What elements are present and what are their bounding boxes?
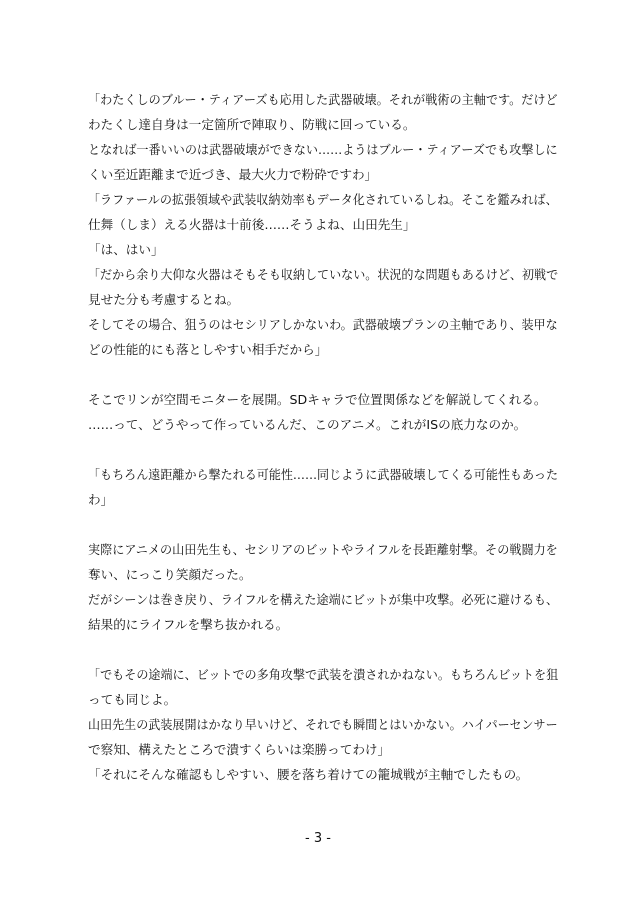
text-line: くい至近距離まで近づき、最大火力で粉砕ですわ」 bbox=[88, 167, 378, 182]
text-line: 「だから余り大仰な火器はそもそも収納していない。状況的な問題もあるけど、初戦で bbox=[88, 267, 559, 282]
text-line: ……って、どうやって作っているんだ、このアニメ。これがISの底力なのか。 bbox=[88, 417, 527, 432]
text-line: っても同じよ。 bbox=[88, 692, 177, 707]
text-line: 「もちろん遠距離から撃たれる可能性……同じように武器破壊してくる可能性もあった bbox=[88, 467, 559, 482]
text-line: どの性能的にも落としやすい相手だから」 bbox=[88, 342, 328, 357]
text-line: だがシーンは巻き戻り、ライフルを構えた途端にビットが集中攻撃。必死に避けるも、 bbox=[88, 592, 559, 607]
text-line: 「わたくしのブルー・ティアーズも応用した武器破壊。それが戦術の主軸です。だけど bbox=[88, 92, 558, 107]
text-line: 実際にアニメの山田先生も、セシリアのビットやライフルを長距離射撃。その戦闘力を bbox=[88, 542, 558, 557]
text-line: 奪い、にっこり笑顔だった。 bbox=[88, 567, 252, 582]
text-line: そしてその場合、狙うのはセシリアしかないわ。武器破壊プランの主軸であり、装甲な bbox=[88, 317, 558, 332]
text-line: 結果的にライフルを撃ち抜かれる。 bbox=[88, 617, 289, 632]
text-line: 山田先生の武装展開はかなり早いけど、それでも瞬間とはいかない。ハイパーセンサー bbox=[88, 717, 558, 732]
text-line: で察知、構えたところで潰すくらいは楽勝ってわけ」 bbox=[88, 742, 391, 757]
text-line: わたくし達自身は一定箇所で陣取り、防戦に回っている。 bbox=[88, 117, 416, 132]
text-line: 「それにそんな確認もしやすい、腰を落ち着けての籠城戦が主軸でしたもの。 bbox=[88, 767, 529, 782]
text-line: となれば一番いいのは武器破壊ができない……ようはブルー・ティアーズでも攻撃しに bbox=[88, 142, 558, 157]
text-line: 仕舞（しま）える火器は十前後……そうよね、山田先生」 bbox=[88, 217, 416, 232]
page-number: - 3 - bbox=[305, 831, 331, 846]
text-line: 「ラファールの拡張領域や武装収納効率もデータ化されているしね。そこを鑑みれば、 bbox=[88, 192, 558, 207]
text-line: わ」 bbox=[88, 492, 114, 507]
text-line: 見せた分も考慮するとね。 bbox=[88, 292, 240, 307]
text-line: そこでリンが空間モニターを展開。SDキャラで位置関係などを解説してくれる。 bbox=[88, 392, 547, 407]
text-line: 「は、はい」 bbox=[88, 242, 164, 257]
text-line: 「でもその途端に、ビットでの多角攻撃で武装を潰されかねない。もちろんビットを狙 bbox=[88, 667, 559, 682]
